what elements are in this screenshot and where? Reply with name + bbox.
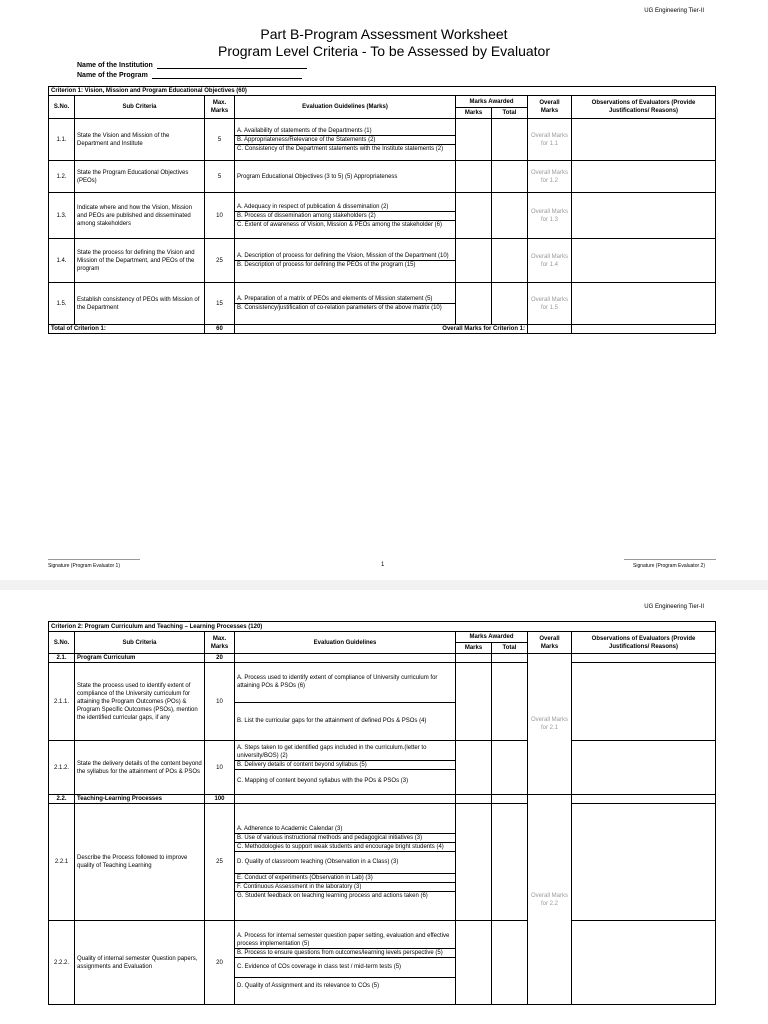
guideline: A. Availability of statements of the Departments (1) <box>235 127 455 136</box>
guideline: A. Process used to identify extent of compliance of University curriculum for attaining POs & PSOs (6) <box>235 663 455 702</box>
col-total: Total <box>492 643 528 654</box>
row-guidelines <box>235 239 456 283</box>
marks-cell[interactable] <box>456 283 492 325</box>
col-marks: Marks <box>456 108 492 119</box>
guideline: A. Description of process for defining the Vision, Mission of the Department (10) <box>235 252 455 261</box>
row-sno: 1.4. <box>49 239 75 283</box>
col-overall-marks: Overall Marks <box>528 632 572 654</box>
section-max: 20 <box>205 654 235 663</box>
overall-marks-cell[interactable]: Overall Marks for 2.1 <box>528 654 572 795</box>
observations-cell[interactable] <box>572 663 716 741</box>
guideline: F. Continuous Assessment in the laboratory (3) <box>235 882 455 891</box>
guideline: C. Mapping of content beyond syllabus with the POs & PSOs (3) <box>237 777 409 784</box>
section-sno: 2.1. <box>49 654 75 663</box>
row-guidelines: Program Educational Objectives (3 to 5) (5) Appropriateness <box>235 161 456 193</box>
total-cell[interactable] <box>492 161 528 193</box>
col-marks-awarded: Marks Awarded <box>456 96 528 108</box>
observations-cell[interactable] <box>572 654 716 663</box>
guideline: C. Extent of awareness of Vision, Mission & PEOs among the stakeholder (6) <box>237 221 442 228</box>
marks-cell[interactable] <box>456 654 492 663</box>
table-row <box>49 663 716 741</box>
col-max-marks: Max. Marks <box>205 632 235 654</box>
program-field[interactable] <box>77 71 302 79</box>
row-sno: 2.1.1. <box>49 663 75 741</box>
overall-marks-cell[interactable]: Overall Marks for 1.2 <box>528 161 572 193</box>
marks-cell[interactable] <box>456 741 492 795</box>
col-sub-criteria: Sub Criteria <box>75 632 205 654</box>
row-guidelines <box>235 193 456 239</box>
total-label: Total of Criterion 1: <box>49 325 205 334</box>
total-cell[interactable] <box>492 663 528 741</box>
row-guidelines <box>235 283 456 325</box>
row-sno: 1.5. <box>49 283 75 325</box>
row-guidelines <box>235 921 456 1005</box>
table-row <box>49 283 716 325</box>
section-row <box>49 654 716 663</box>
section-title: Teaching-Learning Processes <box>75 795 205 804</box>
program-label: Name of the Program <box>77 72 148 79</box>
criterion2-table <box>48 621 716 1005</box>
guideline: G. Student feedback on teaching learning process and actions taken (6) <box>237 892 428 899</box>
total-overall-label: Overall Marks for Criterion 1: <box>235 325 528 334</box>
guideline: E. Conduct of experiments (Observation in Lab) (3) <box>235 873 455 882</box>
col-sub-criteria: Sub Criteria <box>75 96 205 119</box>
row-max: 25 <box>205 804 235 921</box>
section-row <box>49 795 716 804</box>
total-cell[interactable] <box>492 119 528 161</box>
col-overall-marks: Overall Marks <box>528 96 572 119</box>
page-2 <box>0 590 768 1024</box>
marks-cell[interactable] <box>456 239 492 283</box>
row-sub-criteria: State the delivery details of the content beyond the syllabus for the attainment of POs & PSOs <box>75 741 205 795</box>
table-row <box>49 193 716 239</box>
total-overall-cell[interactable] <box>528 325 572 334</box>
institution-line <box>157 61 307 69</box>
marks-cell[interactable] <box>456 193 492 239</box>
total-observations-cell[interactable] <box>572 325 716 334</box>
row-guidelines <box>235 663 456 741</box>
overall-marks-cell[interactable]: Overall Marks for 1.5 <box>528 283 572 325</box>
overall-marks-cell[interactable]: Overall Marks for 1.4 <box>528 239 572 283</box>
marks-cell[interactable] <box>456 119 492 161</box>
criterion2-heading: Criterion 2: Program Curriculum and Teaching – Learning Processes (120) <box>49 622 716 632</box>
program-line <box>152 71 302 79</box>
marks-cell[interactable] <box>456 161 492 193</box>
guideline: B. Appropriateness/Relevance of the Statements (2) <box>235 135 455 144</box>
total-cell[interactable] <box>492 193 528 239</box>
overall-marks-cell[interactable]: Overall Marks for 1.3 <box>528 193 572 239</box>
guideline: B. List the curricular gaps for the attainment of defined POs & PSOs (4) <box>237 718 427 725</box>
observations-cell[interactable] <box>572 193 716 239</box>
header-tag: UG Engineering Tier-II <box>644 8 704 14</box>
row-sno: 1.3. <box>49 193 75 239</box>
section-max: 100 <box>205 795 235 804</box>
row-sno: 1.2. <box>49 161 75 193</box>
col-marks-awarded: Marks Awarded <box>456 632 528 643</box>
signature-evaluator-1: Signature (Program Evaluator 1) <box>48 563 120 569</box>
table-row <box>49 119 716 161</box>
signature-line-2 <box>624 559 716 560</box>
total-cell[interactable] <box>492 239 528 283</box>
guideline: A. Adequacy in respect of publication & dissemination (2) <box>235 203 455 212</box>
col-sno: S.No. <box>49 96 75 119</box>
row-sub-criteria: State the Program Educational Objectives (PEOs) <box>75 161 205 193</box>
institution-label: Name of the Institution <box>77 62 153 69</box>
col-marks: Marks <box>456 643 492 654</box>
row-sub-criteria: State the process for defining the Vision and Mission of the Department, and PEOs of the program <box>75 239 205 283</box>
row-max: 15 <box>205 283 235 325</box>
col-eval-guidelines: Evaluation Guidelines (Marks) <box>235 96 456 119</box>
row-max: 10 <box>205 663 235 741</box>
row-guidelines <box>235 741 456 795</box>
marks-cell[interactable] <box>456 804 492 921</box>
row-sno: 2.1.2. <box>49 741 75 795</box>
overall-marks-cell[interactable]: Overall Marks for 2.2 <box>528 795 572 1005</box>
col-observations: Observations of Evaluators (Provide Justifications/ Reasons) <box>572 632 716 654</box>
page-number: 1 <box>381 562 385 568</box>
row-max: 20 <box>205 921 235 1005</box>
criterion1-heading: Criterion 1: Vision, Mission and Program Educational Objectives (60) <box>49 87 716 96</box>
guideline: B. Process to ensure questions from outcomes/learning levels perspective (5) <box>235 948 455 957</box>
blank-cell <box>235 795 456 804</box>
guideline: A. Steps taken to get identified gaps included in the curriculum.(letter to university/BOS) (2) <box>235 744 455 761</box>
guideline: C. Evidence of COs coverage in class test / mid-term tests (5) <box>235 957 455 977</box>
guideline: C. Methodologies to support weak students and encourage bright students (4) <box>235 842 455 851</box>
observations-cell[interactable] <box>572 804 716 921</box>
guideline: B. Process of dissemination among stakeholders (2) <box>235 211 455 220</box>
row-guidelines <box>235 119 456 161</box>
header-tag: UG Engineering Tier-II <box>644 604 704 610</box>
page-title-line-1: Part B-Program Assessment Worksheet <box>260 26 508 42</box>
overall-marks-cell[interactable]: Overall Marks for 1.1 <box>528 119 572 161</box>
signature-line-1 <box>48 559 140 560</box>
row-sub-criteria: State the process used to identify extent of compliance of the University curriculum for attaining the Program Outcomes (POs) & Program Specific Outcomes (PSOs), mention the identified curricular gaps, if any <box>75 663 205 741</box>
blank-cell <box>235 654 456 663</box>
row-max: 5 <box>205 119 235 161</box>
row-sno: 1.1. <box>49 119 75 161</box>
marks-cell[interactable] <box>456 795 492 804</box>
table-row <box>49 741 716 795</box>
criterion1-table <box>48 86 716 334</box>
page-title-line-2: Program Level Criteria - To be Assessed by Evaluator <box>217 43 550 59</box>
observations-cell[interactable] <box>572 741 716 795</box>
row-max: 10 <box>205 193 235 239</box>
guideline: A. Process for internal semester question paper setting, evaluation and effective process implementation (5) <box>235 932 455 949</box>
total-cell[interactable] <box>492 654 528 663</box>
total-cell[interactable] <box>492 283 528 325</box>
observations-cell[interactable] <box>572 795 716 804</box>
observations-cell[interactable] <box>572 239 716 283</box>
table-row <box>49 804 716 921</box>
section-sno: 2.2. <box>49 795 75 804</box>
table-row <box>49 239 716 283</box>
guideline: D. Quality of classroom teaching (Observation in a Class) (3) <box>235 851 455 873</box>
total-cell[interactable] <box>492 804 528 921</box>
col-sno: S.No. <box>49 632 75 654</box>
row-sub-criteria: Indicate where and how the Vision, Mission and PEOs are published and disseminated among stakeholders <box>75 193 205 239</box>
table-row <box>49 921 716 1005</box>
row-sub-criteria: Quality of internal semester Question papers, assignments and Evaluation <box>75 921 205 1005</box>
col-max-marks: Max. Marks <box>205 96 235 119</box>
section-title: Program Curriculum <box>75 654 205 663</box>
signature-evaluator-2: Signature (Program Evaluator 2) <box>633 563 705 569</box>
observations-cell[interactable] <box>572 283 716 325</box>
page-gap <box>0 580 768 590</box>
guideline: A. Preparation of a matrix of PEOs and elements of Mission statement (5) <box>235 295 455 304</box>
observations-cell[interactable] <box>572 161 716 193</box>
observations-cell[interactable] <box>572 119 716 161</box>
col-total: Total <box>492 108 528 119</box>
guideline: B. Use of various instructional methods and pedagogical initiatives (3) <box>235 833 455 842</box>
row-max: 25 <box>205 239 235 283</box>
total-cell[interactable] <box>492 795 528 804</box>
row-sno: 2.2.1 <box>49 804 75 921</box>
row-max: 5 <box>205 161 235 193</box>
row-sub-criteria: State the Vision and Mission of the Department and Institute <box>75 119 205 161</box>
guideline: B. Description of process for defining the PEOs of the program (15) <box>237 262 416 268</box>
table-row <box>49 161 716 193</box>
guideline: D. Quality of Assignment and its relevance to COs (5) <box>237 982 380 989</box>
observations-cell[interactable] <box>572 921 716 1005</box>
row-max: 10 <box>205 741 235 795</box>
marks-cell[interactable] <box>456 921 492 1005</box>
total-cell[interactable] <box>492 921 528 1005</box>
total-cell[interactable] <box>492 741 528 795</box>
col-eval-guidelines: Evaluation Guidelines <box>235 632 456 654</box>
guideline: A. Adherence to Academic Calendar (3) <box>235 825 455 834</box>
col-observations: Observations of Evaluators (Provide Justifications/ Reasons) <box>572 96 716 119</box>
row-sub-criteria: Establish consistency of PEOs with Mission of the Department <box>75 283 205 325</box>
total-row <box>49 325 716 334</box>
guideline: C. Consistency of the Department statements with the Institute statements (2) <box>237 145 444 152</box>
row-sno: 2.2.2. <box>49 921 75 1005</box>
institution-field[interactable] <box>77 61 307 69</box>
row-sub-criteria: Describe the Process followed to improve quality of Teaching Learning <box>75 804 205 921</box>
guideline: B. Consistency/justification of co-relation parameters of the above matrix (10) <box>237 305 442 311</box>
guideline: B. Delivery details of content beyond syllabus (5) <box>235 760 455 769</box>
row-guidelines <box>235 804 456 921</box>
total-max: 60 <box>205 325 235 334</box>
marks-cell[interactable] <box>456 663 492 741</box>
